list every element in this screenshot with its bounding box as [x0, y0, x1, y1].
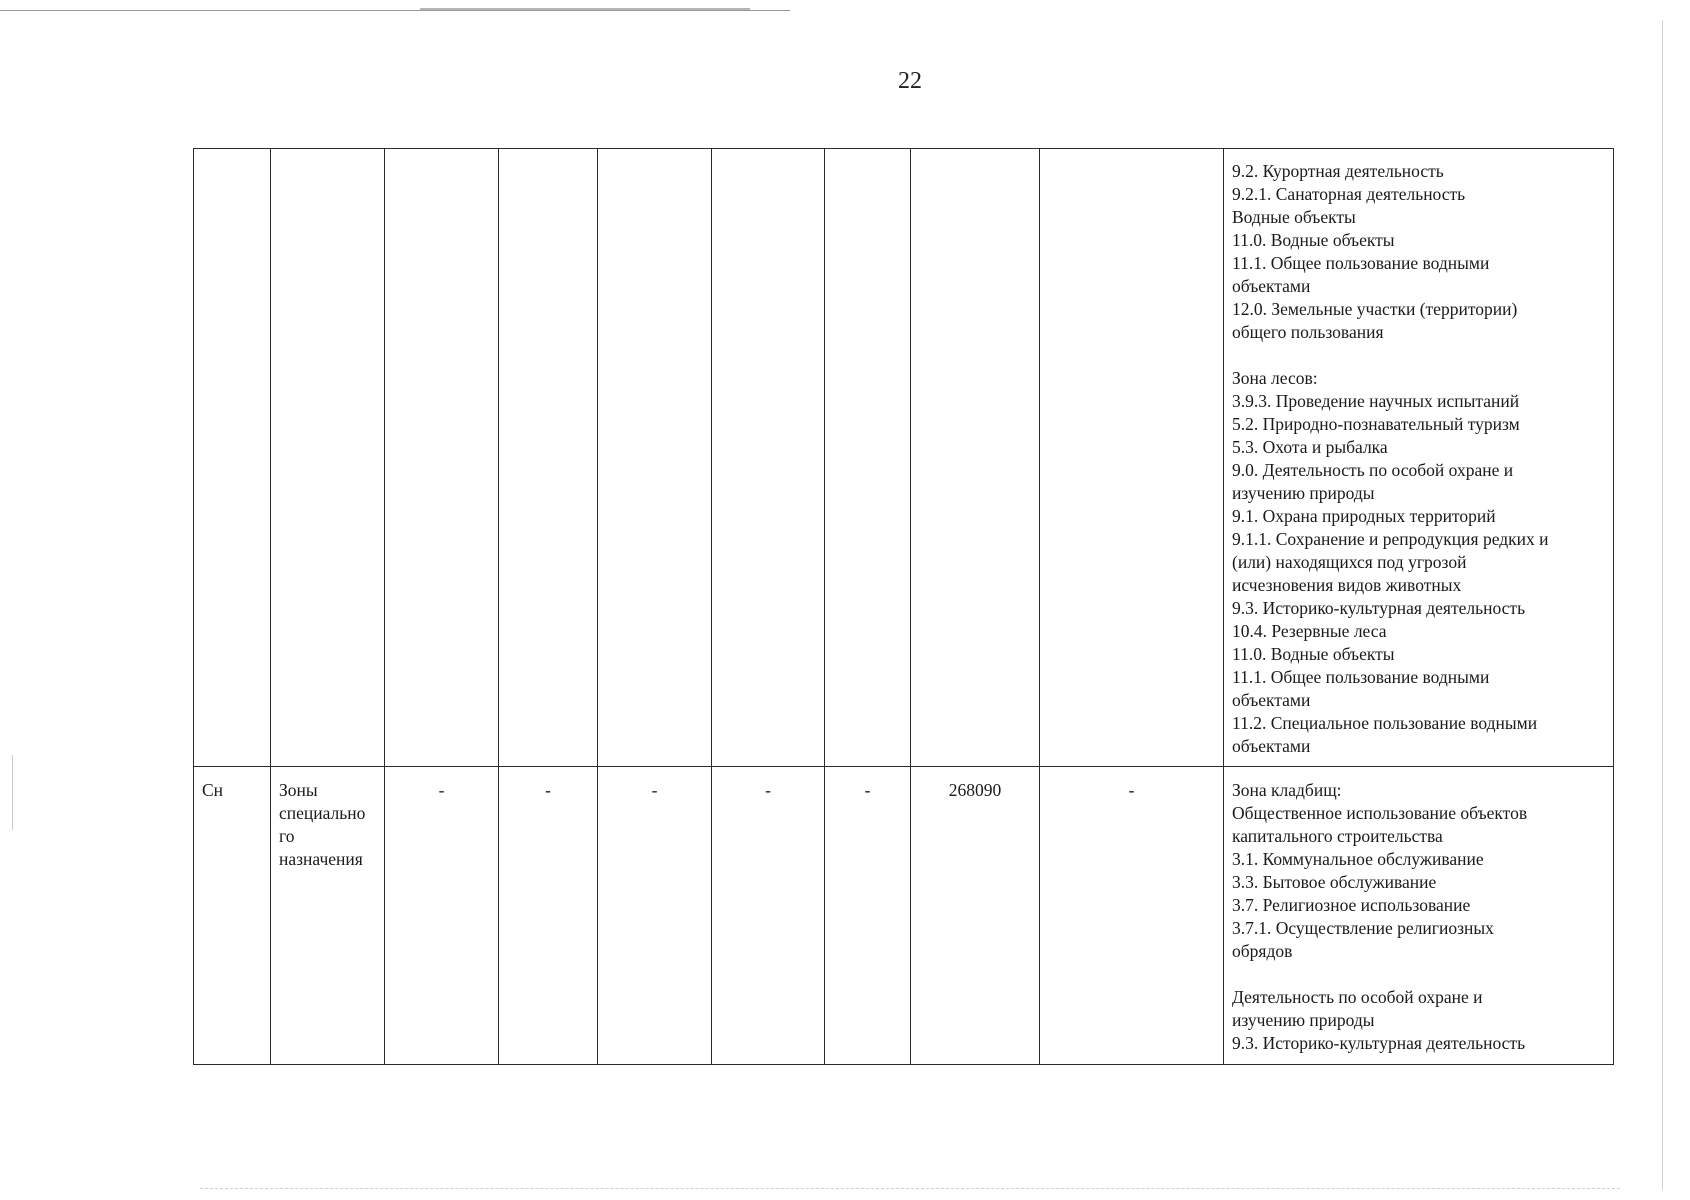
table-cell: [712, 149, 825, 767]
page-number: 22: [898, 68, 922, 94]
use-line: исчезновения видов животных: [1232, 575, 1462, 595]
use-line: 3.7.1. Осуществление религиозных: [1232, 918, 1494, 938]
table-cell-area-value: 268090: [911, 767, 1040, 1065]
table-row-continuation: [194, 149, 1614, 767]
zones-table: [193, 148, 1614, 1065]
scan-margin-mark: [12, 755, 13, 830]
use-line: 9.1.1. Сохранение и репродукция редких и: [1232, 529, 1549, 549]
table-cell-permitted-uses: [1224, 767, 1614, 1065]
use-line: объектами: [1232, 736, 1311, 756]
use-line: объектами: [1232, 690, 1311, 710]
table-cell-value: -: [825, 767, 911, 1065]
use-line: изучению природы: [1232, 483, 1375, 503]
use-line: 3.1. Коммунальное обслуживание: [1232, 849, 1484, 869]
scan-edge-line: [420, 8, 750, 10]
use-line: Зона лесов:: [1232, 368, 1318, 388]
table-cell: [911, 149, 1040, 767]
use-line: 11.1. Общее пользование водными: [1232, 253, 1490, 273]
table-cell: [598, 149, 712, 767]
use-line: (или) находящихся под угрозой: [1232, 552, 1467, 572]
use-line: Водные объекты: [1232, 207, 1356, 227]
use-line: Деятельность по особой охране и: [1232, 987, 1483, 1007]
table-cell: [499, 149, 598, 767]
use-line: 11.0. Водные объекты: [1232, 644, 1395, 664]
use-line: 3.7. Религиозное использование: [1232, 895, 1471, 915]
use-line: 3.9.3. Проведение научных испытаний: [1232, 391, 1520, 411]
use-line: Зона кладбищ:: [1232, 780, 1342, 800]
table-cell-zone-name: [271, 767, 385, 1065]
use-line: 5.2. Природно-познавательный туризм: [1232, 414, 1520, 434]
use-line: 9.3. Историко-культурная деятельность: [1232, 598, 1526, 618]
use-line: 5.3. Охота и рыбалка: [1232, 437, 1388, 457]
use-line: капитального строительства: [1232, 826, 1443, 846]
zone-name-line: назначения: [279, 849, 363, 869]
scan-margin-mark: [1662, 20, 1663, 1190]
zone-name-line: го: [279, 826, 295, 846]
table-cell-value: -: [499, 767, 598, 1065]
use-line: 11.2. Специальное пользование водными: [1232, 713, 1538, 733]
use-line: 9.3. Историко-культурная деятельность: [1232, 1033, 1526, 1053]
table-cell-permitted-uses: [1224, 149, 1614, 767]
use-line: 9.1. Охрана природных территорий: [1232, 506, 1496, 526]
use-line: 12.0. Земельные участки (территории): [1232, 299, 1518, 319]
table-cell: [825, 149, 911, 767]
table-cell-code: [194, 149, 271, 767]
use-line: Общественное использование объектов: [1232, 803, 1528, 823]
use-line: 11.1. Общее пользование водными: [1232, 667, 1490, 687]
use-line: общего пользования: [1232, 322, 1384, 342]
table-cell-code: Сн: [194, 767, 271, 1065]
use-line: объектами: [1232, 276, 1311, 296]
table-cell-zone-name: [271, 149, 385, 767]
table-cell-value: -: [1040, 767, 1224, 1065]
paragraph-gap: [1232, 963, 1605, 986]
zone-name-line: Зоны: [279, 780, 318, 800]
use-line: 9.0. Деятельность по особой охране и: [1232, 460, 1514, 480]
table-cell-value: -: [712, 767, 825, 1065]
table-cell: [1040, 149, 1224, 767]
use-line: 11.0. Водные объекты: [1232, 230, 1395, 250]
scan-edge-line: [0, 10, 790, 11]
table-cell: [385, 149, 499, 767]
use-line: изучению природы: [1232, 1010, 1375, 1030]
use-line: обрядов: [1232, 941, 1293, 961]
use-line: 3.3. Бытовое обслуживание: [1232, 872, 1437, 892]
use-line: 9.2. Курортная деятельность: [1232, 161, 1444, 181]
use-line: 10.4. Резервные леса: [1232, 621, 1387, 641]
zone-name-line: специально: [279, 803, 366, 823]
scan-bottom-artifact: [200, 1188, 1620, 1189]
table-cell-value: -: [385, 767, 499, 1065]
table-cell-value: -: [598, 767, 712, 1065]
paragraph-gap: [1232, 344, 1605, 367]
table-row-special-zone: [194, 767, 1614, 1065]
use-line: 9.2.1. Санаторная деятельность: [1232, 184, 1466, 204]
